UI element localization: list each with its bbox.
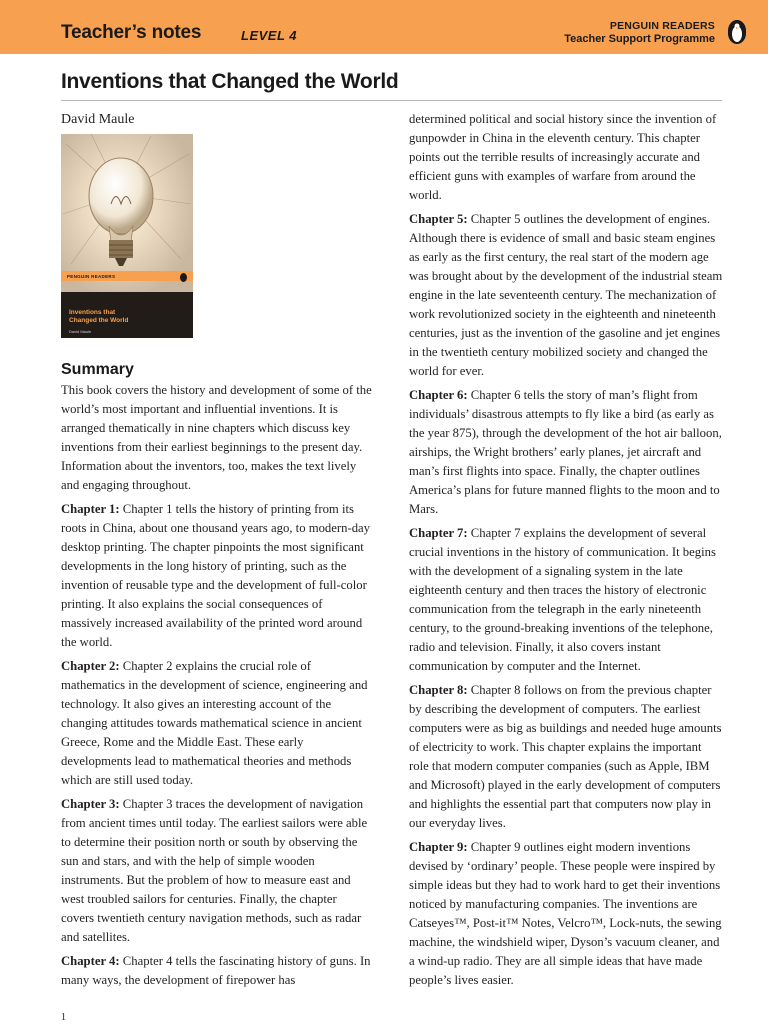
header-title: Teacher’s notes xyxy=(61,22,202,43)
chapter-7 xyxy=(409,524,723,676)
chapter-9-label: Chapter 9: xyxy=(409,840,468,854)
chapter-1 xyxy=(61,500,373,652)
chapter-2-text: Chapter 2 explains the crucial role of mathematics in the development of science, engineering and technology. It also gives an interesting account of the changing attitudes towards mathematical science in ancient Greece, Rome and the Middle East. These early developments lead to mathematical theories and methods which are still used today. xyxy=(61,659,368,787)
header-level: LEVEL 4 xyxy=(241,28,298,43)
light-bulb-cover-image xyxy=(61,134,193,292)
summary-heading: Summary xyxy=(61,361,134,378)
chapter-2 xyxy=(61,657,373,790)
chapter-4-text: Chapter 4 tells the fascinating history of guns. In many ways, the development of firepower has xyxy=(61,954,371,987)
chapter-3 xyxy=(61,795,373,947)
chapter-4-label: Chapter 4: xyxy=(61,954,120,968)
chapter-6-label: Chapter 6: xyxy=(409,388,468,402)
cover-author: David Maule xyxy=(69,329,92,334)
title-divider xyxy=(61,100,722,101)
cover-title-line1: Inventions that xyxy=(69,309,116,316)
header-bar xyxy=(0,0,768,54)
right-column xyxy=(409,110,723,995)
author-name: David Maule xyxy=(61,112,135,127)
document-title: Inventions that Changed the World xyxy=(61,70,399,93)
header-programme: Teacher Support Programme xyxy=(564,33,715,45)
chapter-8-label: Chapter 8: xyxy=(409,683,468,697)
chapter-5-text: Chapter 5 outlines the development of engines. Although there is evidence of small and basic steam engines as early as the first century, the real start of the modern age was brought about by the development of the industrial steam engine in the late seventeenth century. The mechanization of work revolutionized society in the eighteenth and nineteenth centuries, just as the invention of the gasoline and jet engines in the twentieth century mobilized society and changed the world for ever. xyxy=(409,212,723,378)
page-number: 1 xyxy=(61,1012,66,1023)
header-brand: PENGUIN READERS xyxy=(609,20,715,32)
summary-intro: This book covers the history and development of some of the world’s most important and influential inventions. It is arranged thematically in nine chapters which discuss key inventions from their earliest beginnings to the present day. Information about the inventors, too, makes the text lively and engaging throughout. xyxy=(61,383,372,492)
chapter-5-label: Chapter 5: xyxy=(409,212,468,226)
left-column xyxy=(61,381,373,995)
chapter-7-label: Chapter 7: xyxy=(409,526,468,540)
chapter-9-text: Chapter 9 outlines eight modern inventions devised by ‘ordinary’ people. These people were inspired by simple ideas but they had to work hard to get their inventions noticed by manufacturing companies. The inventions are Catseyes™, Post-it™ Notes, Velcro™, Lock-nuts, the sewing machine, the windshield wiper, Dyson’s vacuum cleaner, and a wind-up radio. They are all simple ideas that have made people’s lives easier. xyxy=(409,840,722,987)
chapter-2-label: Chapter 2: xyxy=(61,659,120,673)
cover-title-line2: Changed the World xyxy=(69,317,129,324)
book-cover xyxy=(61,134,193,338)
chapter-6-text: Chapter 6 tells the story of man’s flight from individuals’ disastrous attempts to fly like a bird (as early as the year 875), through the development of the hot air balloon, airships, the Wright brothers’ early planes, jet aircraft and man’s first flights into space. Finally, the chapter outlines America’s plans for future manned flights to the moon and to Mars. xyxy=(409,388,722,516)
chapter-4-continued: determined political and social history since the invention of gunpowder in China in the eleventh century. This chapter points out the terrible results of increasingly accurate and efficient guns with examples of warfare from around the world. xyxy=(409,112,717,202)
chapter-9 xyxy=(409,838,723,990)
chapter-1-label: Chapter 1: xyxy=(61,502,120,516)
chapter-3-label: Chapter 3: xyxy=(61,797,120,811)
chapter-8-text: Chapter 8 follows on from the previous chapter by describing the development of computers. The earliest computers were as big as buildings and needed huge amounts of electricity to work. This chapter explains the important role that modern computer companies (such as Apple, IBM and Microsoft) played in the early development of computers and highlights the essential part that computers now play in our everyday lives. xyxy=(409,683,722,830)
chapter-3-text: Chapter 3 traces the development of navigation from ancient times until today. The earliest sailors were able to determine their position north or south by observing the sun and stars, and with the help of simple wooden instruments. But the problem of how to measure east and west troubled sailors for centuries. Finally, the chapter covers twentieth century navigation methods, such as radar and satellites. xyxy=(61,797,368,944)
chapter-7-text: Chapter 7 explains the development of several crucial inventions in the history of communication. It begins with the development of a signaling system in the late eighteenth century and then traces the history of electronic communication from the telegraph in the early nineteenth century, to the ground-breaking inventions of the telephone, radio and television. Finally, it also covers instant communication by computer and the Internet. xyxy=(409,526,716,673)
cover-penguin-icon xyxy=(180,273,187,282)
chapter-8 xyxy=(409,681,723,833)
chapter-1-text: Chapter 1 tells the history of printing from its roots in China, about one thousand years ago, to modern-day desktop printing. The chapter pinpoints the most significant developments in the long history of printing, such as the invention of reusable type and the development of full-color printing. It also explains the social consequences of massively increased availability of the printed word around the world. xyxy=(61,502,371,649)
chapter-4 xyxy=(61,952,373,990)
cover-brand: PENGUIN READERS xyxy=(67,274,116,279)
cover-title xyxy=(69,309,128,325)
chapter-5 xyxy=(409,210,723,381)
header-brand-block xyxy=(564,20,715,46)
penguin-logo-icon xyxy=(728,20,746,44)
chapter-6 xyxy=(409,386,723,519)
